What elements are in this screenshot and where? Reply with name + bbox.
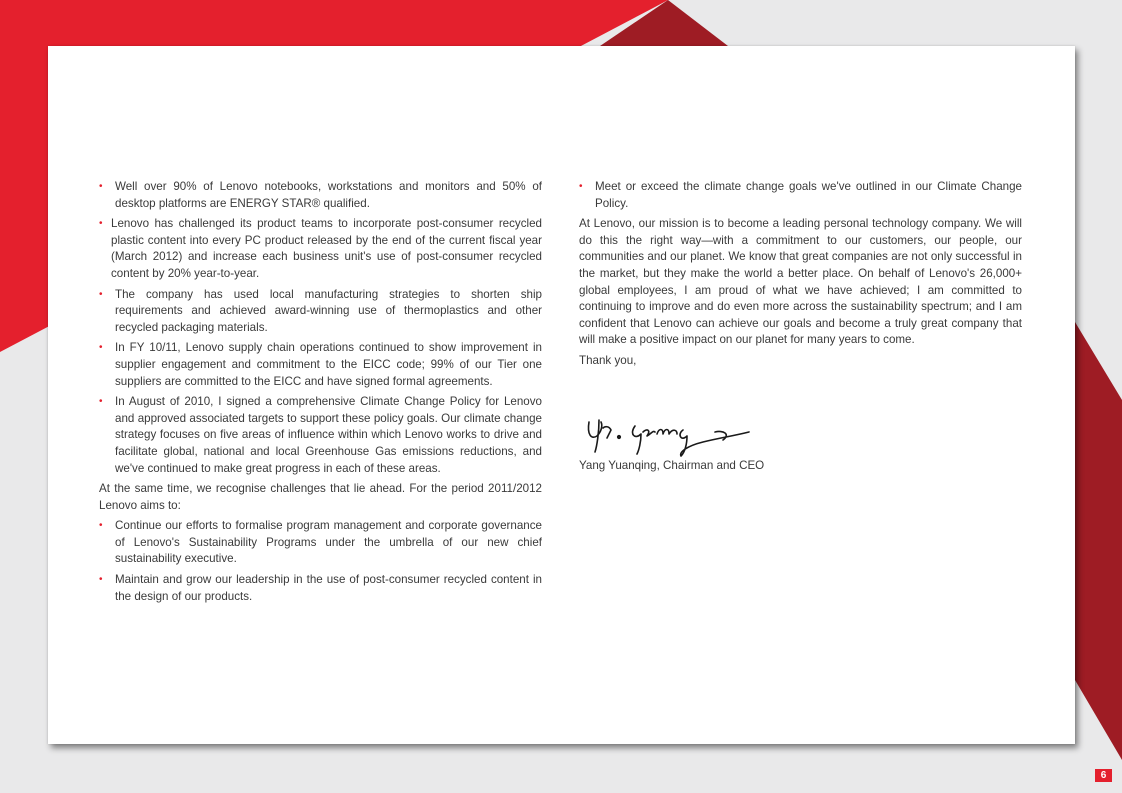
left-column (99, 179, 542, 609)
list-item: • Lenovo has challenged its product teams to incorporate post-consumer recycled plastic content into every PC product released by the end of the current fiscal year (March 2012) and increase each business unit's use of post-consumer recycled content by 20% year-to-year. (99, 216, 542, 282)
list-item: • In August of 2010, I signed a comprehensive Climate Change Policy for Lenovo and approved associated targets to support these policy goals. Our climate change strategy focuses on five areas of influence within which Lenovo works to drive and facilitate global, national and local Greenhouse Gas emissions reductions, and we've continued to make great progress in each of these areas. (99, 394, 542, 477)
closing-text: Thank you, (579, 353, 637, 367)
signatory-name: Yang Yuanqing, Chairman and CEO (579, 458, 765, 472)
list-item: • Well over 90% of Lenovo notebooks, workstations and monitors and 50% of desktop platforms are ENERGY STAR® qualified. (99, 179, 542, 212)
mission-paragraph: At Lenovo, our mission is to become a leading personal technology company. We will do this the right way—with a commitment to our customers, our people, our communities and our planet. We know that great companies are not only successful in the market, but they make the world a better place. On behalf of Lenovo's 26,000+ global employees, I am proud of what we have achieved; I am committed to continuing to improve and do even more across the sustainability spectrum; and I am confident that Lenovo can achieve our goals and become a truly great company that will make a positive impact on our planet for many years to come. (579, 217, 1022, 347)
list-item: • In FY 10/11, Lenovo supply chain operations continued to show improvement in supplier engagement and commitment to the EICC code; 99% of our Tier one suppliers are committed to the EICC and have signed formal agreements. (99, 340, 542, 390)
list-item: • Meet or exceed the climate change goals we've outlined in our Climate Change Policy. (579, 179, 1022, 212)
right-dark-red-shape (1075, 322, 1122, 760)
list-item: • Maintain and grow our leadership in the use of post-consumer recycled content in the design of our products. (99, 572, 542, 605)
signature-icon (583, 412, 763, 458)
document-page (48, 46, 1075, 744)
page-number-badge: 6 (1095, 769, 1112, 782)
achievements-list (99, 179, 542, 477)
aims-list (99, 518, 542, 605)
challenges-paragraph: At the same time, we recognise challenges that lie ahead. For the period 2011/2012 Lenovo aims to: (99, 482, 542, 512)
right-column (579, 179, 1022, 478)
aims-list-continued (579, 179, 1022, 212)
list-item: • Continue our efforts to formalise program management and corporate governance of Lenovo's Sustainability Programs under the umbrella of our new chief sustainability executive. (99, 518, 542, 568)
list-item: • The company has used local manufacturing strategies to shorten ship requirements and achieved award-winning use of thermoplastics and other recycled packaging materials. (99, 287, 542, 337)
